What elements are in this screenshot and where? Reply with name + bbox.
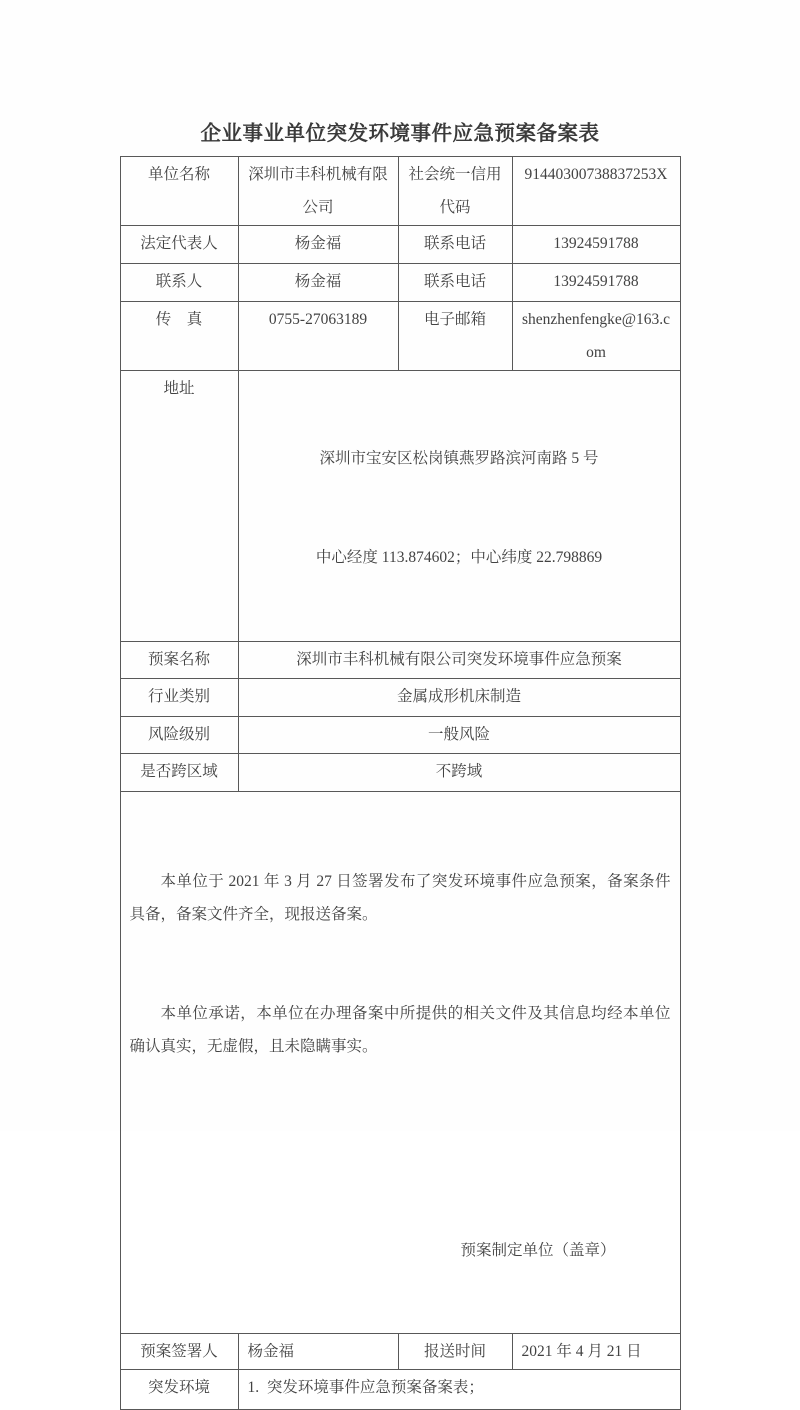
legal-rep-value: 杨金福 [238,226,398,264]
address-coordinates: 中心经度 113.874602；中心纬度 22.798869 [315,549,603,566]
submit-time-label: 报送时间 [398,1334,512,1370]
seal-line: 预案制定单位（盖章） [460,1242,616,1259]
row-signer [120,1334,680,1370]
plan-name-value: 深圳市丰科机械有限公司突发环境事件应急预案 [238,642,680,679]
unit-name-label: 单位名称 [120,157,238,226]
attachments-item-1: 1. 突发环境事件应急预案备案表； [238,1370,680,1410]
risk-level-value: 一般风险 [238,717,680,754]
signer-label: 预案签署人 [120,1334,238,1370]
address-value: 深圳市宝安区松岗镇燕罗路滨河南路 5 号 [319,450,599,467]
filing-form-table [120,156,681,1410]
page-title: 企业事业单位突发环境事件应急预案备案表 [200,123,600,145]
contact-phone-value: 13924591788 [512,264,680,302]
declaration-paragraph-1: 本单位于 2021 年 3 月 27 日签署发布了突发环境事件应急预案，备案条件具备，备案文件齐全，现报送备案。 [129,873,671,923]
cross-region-label: 是否跨区域 [120,754,238,792]
cross-region-value: 不跨域 [238,754,680,792]
email-value: shenzhenfengke@163.com [512,302,680,371]
risk-level-label: 风险级别 [120,717,238,754]
industry-label: 行业类别 [120,679,238,717]
contact-phone-label: 联系电话 [398,264,512,302]
row-industry [120,679,680,717]
row-unit-name [120,157,680,226]
row-attachments [120,1370,680,1410]
credit-code-value: 91440300738837253X [512,157,680,226]
fax-value: 0755-27063189 [238,302,398,371]
submit-time-value: 2021 年 4 月 21 日 [512,1334,680,1370]
row-contact [120,264,680,302]
row-declaration [120,792,680,1334]
row-cross-region [120,754,680,792]
address-value-cell [238,371,680,642]
attachments-label: 突发环境 [120,1370,238,1410]
plan-name-label: 预案名称 [120,642,238,679]
row-legal-rep [120,226,680,264]
legal-rep-phone-label: 联系电话 [398,226,512,264]
legal-rep-label: 法定代表人 [120,226,238,264]
address-label: 地址 [120,371,238,642]
credit-code-label: 社会统一信用代码 [398,157,512,226]
industry-value: 金属成形机床制造 [238,679,680,717]
row-fax-email [120,302,680,371]
row-plan-name [120,642,680,679]
email-label: 电子邮箱 [398,302,512,371]
row-risk-level [120,717,680,754]
legal-rep-phone-value: 13924591788 [512,226,680,264]
contact-value: 杨金福 [238,264,398,302]
declaration-cell [120,792,680,1334]
row-address [120,371,680,642]
contact-label: 联系人 [120,264,238,302]
declaration-paragraph-2: 本单位承诺，本单位在办理备案中所提供的相关文件及其信息均经本单位确认真实，无虚假，且未隐瞒事实。 [129,1005,671,1055]
fax-label: 传 真 [120,302,238,371]
signer-value: 杨金福 [238,1334,398,1370]
unit-name-value: 深圳市丰科机械有限公司 [238,157,398,226]
